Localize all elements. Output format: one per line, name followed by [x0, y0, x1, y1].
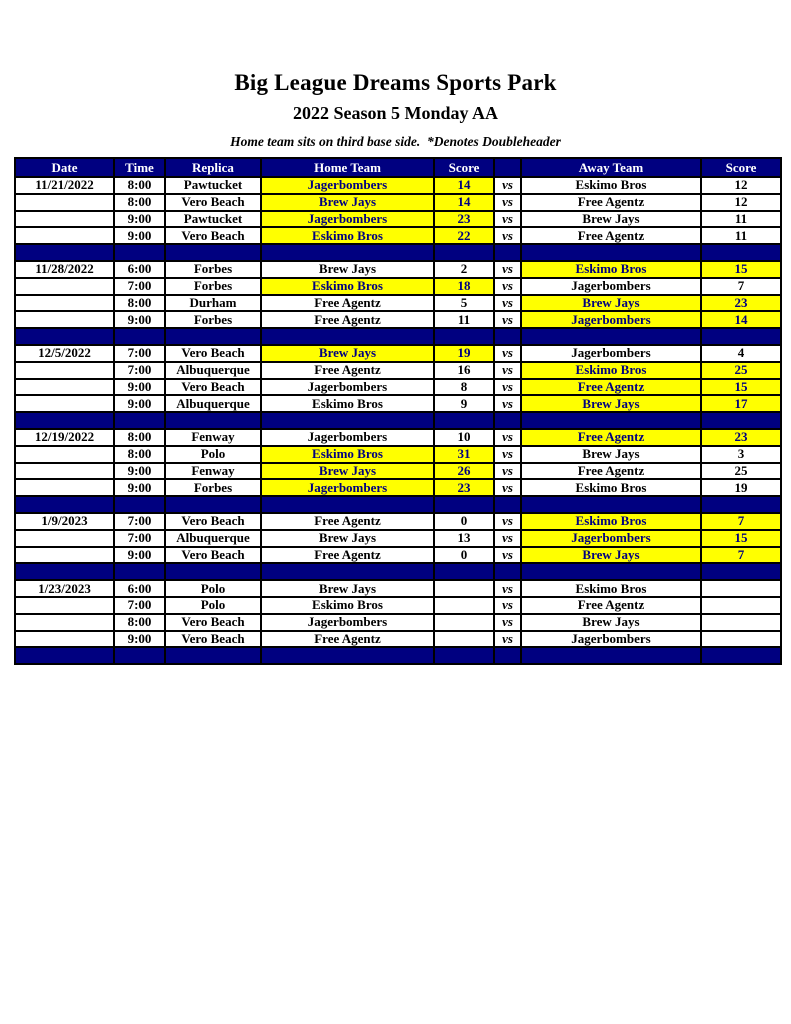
- page-title: Big League Dreams Sports Park: [234, 70, 557, 95]
- separator-cell: [494, 496, 521, 513]
- replica-cell: Vero Beach: [165, 345, 261, 362]
- vs-cell: vs: [494, 194, 521, 211]
- replica-cell: Forbes: [165, 311, 261, 328]
- date-cell: [15, 395, 114, 412]
- time-cell: 9:00: [114, 395, 165, 412]
- page-subtitle: 2022 Season 5 Monday AA: [292, 103, 499, 123]
- replica-cell: Albuquerque: [165, 362, 261, 379]
- separator-cell: [521, 328, 701, 345]
- replica-cell: Vero Beach: [165, 513, 261, 530]
- home-team-cell: Brew Jays: [261, 194, 434, 211]
- home-team-cell: Brew Jays: [261, 345, 434, 362]
- time-cell: 7:00: [114, 530, 165, 547]
- date-cell: [15, 530, 114, 547]
- vs-cell: vs: [494, 311, 521, 328]
- time-cell: 8:00: [114, 429, 165, 446]
- home-team-cell: Free Agentz: [261, 631, 434, 648]
- separator-cell: [114, 496, 165, 513]
- home-score-cell: 14: [434, 194, 494, 211]
- away-score-cell: 25: [701, 463, 781, 480]
- away-score-cell: 7: [701, 278, 781, 295]
- home-team-cell: Free Agentz: [261, 513, 434, 530]
- home-score-cell: 10: [434, 429, 494, 446]
- date-cell: [15, 194, 114, 211]
- separator-cell: [165, 496, 261, 513]
- away-score-cell: 15: [701, 261, 781, 278]
- separator-cell: [261, 647, 434, 664]
- time-cell: 7:00: [114, 362, 165, 379]
- separator-cell: [15, 647, 114, 664]
- separator-cell: [494, 244, 521, 261]
- home-score-cell: 26: [434, 463, 494, 480]
- time-cell: 9:00: [114, 479, 165, 496]
- home-score-cell: 16: [434, 362, 494, 379]
- replica-cell: Fenway: [165, 463, 261, 480]
- home-score-cell: [434, 597, 494, 614]
- home-team-cell: Free Agentz: [261, 311, 434, 328]
- vs-cell: vs: [494, 631, 521, 648]
- time-cell: 8:00: [114, 614, 165, 631]
- separator-cell: [701, 328, 781, 345]
- col-header-home-score: Score: [434, 158, 494, 177]
- replica-cell: Vero Beach: [165, 227, 261, 244]
- away-team-cell: Brew Jays: [521, 614, 701, 631]
- home-score-cell: 9: [434, 395, 494, 412]
- game-row: [15, 614, 781, 631]
- separator-cell: [165, 647, 261, 664]
- time-cell: 9:00: [114, 631, 165, 648]
- away-team-cell: Jagerbombers: [521, 631, 701, 648]
- vs-cell: vs: [494, 614, 521, 631]
- away-team-cell: Brew Jays: [521, 295, 701, 312]
- away-team-cell: Eskimo Bros: [521, 177, 701, 194]
- separator-cell: [701, 412, 781, 429]
- home-score-cell: 23: [434, 211, 494, 228]
- date-cell: [15, 463, 114, 480]
- away-score-cell: 4: [701, 345, 781, 362]
- home-score-cell: 23: [434, 479, 494, 496]
- col-header-time: Time: [114, 158, 165, 177]
- away-team-cell: Eskimo Bros: [521, 580, 701, 597]
- separator-cell: [261, 496, 434, 513]
- home-team-cell: Eskimo Bros: [261, 395, 434, 412]
- vs-cell: vs: [494, 278, 521, 295]
- col-header-date: Date: [15, 158, 114, 177]
- separator-cell: [701, 647, 781, 664]
- time-cell: 9:00: [114, 227, 165, 244]
- game-row: [15, 597, 781, 614]
- separator-cell: [494, 647, 521, 664]
- separator-cell: [15, 496, 114, 513]
- separator-row: [15, 328, 781, 345]
- home-score-cell: 18: [434, 278, 494, 295]
- replica-cell: Polo: [165, 597, 261, 614]
- away-score-cell: 3: [701, 446, 781, 463]
- away-team-cell: Jagerbombers: [521, 311, 701, 328]
- away-score-cell: 17: [701, 395, 781, 412]
- game-row: [15, 446, 781, 463]
- separator-row: [15, 563, 781, 580]
- home-team-cell: Jagerbombers: [261, 429, 434, 446]
- vs-cell: vs: [494, 597, 521, 614]
- separator-cell: [15, 328, 114, 345]
- game-row: [15, 345, 781, 362]
- away-team-cell: Free Agentz: [521, 227, 701, 244]
- date-cell: [15, 446, 114, 463]
- game-row: [15, 429, 781, 446]
- game-row: [15, 211, 781, 228]
- home-team-cell: Jagerbombers: [261, 379, 434, 396]
- vs-cell: vs: [494, 211, 521, 228]
- away-team-cell: Brew Jays: [521, 211, 701, 228]
- replica-cell: Forbes: [165, 261, 261, 278]
- time-cell: 8:00: [114, 446, 165, 463]
- time-cell: 8:00: [114, 295, 165, 312]
- away-team-cell: Eskimo Bros: [521, 513, 701, 530]
- separator-cell: [521, 412, 701, 429]
- game-row: [15, 379, 781, 396]
- date-cell: [15, 295, 114, 312]
- time-cell: 8:00: [114, 177, 165, 194]
- home-team-cell: Free Agentz: [261, 295, 434, 312]
- away-score-cell: [701, 631, 781, 648]
- away-score-cell: 15: [701, 379, 781, 396]
- separator-cell: [15, 412, 114, 429]
- separator-cell: [434, 328, 494, 345]
- separator-cell: [165, 563, 261, 580]
- away-team-cell: Free Agentz: [521, 194, 701, 211]
- separator-cell: [434, 647, 494, 664]
- vs-cell: vs: [494, 479, 521, 496]
- away-team-cell: Eskimo Bros: [521, 479, 701, 496]
- away-team-cell: Eskimo Bros: [521, 261, 701, 278]
- away-score-cell: [701, 614, 781, 631]
- home-score-cell: 19: [434, 345, 494, 362]
- col-header-replica: Replica: [165, 158, 261, 177]
- game-row: [15, 295, 781, 312]
- time-cell: 9:00: [114, 463, 165, 480]
- date-cell: [15, 362, 114, 379]
- separator-cell: [494, 412, 521, 429]
- time-cell: 9:00: [114, 311, 165, 328]
- page-note: Home team sits on third base side. *Denotes Doubleheader: [230, 134, 561, 149]
- col-header-home-team: Home Team: [261, 158, 434, 177]
- separator-cell: [165, 328, 261, 345]
- away-team-cell: Brew Jays: [521, 446, 701, 463]
- away-team-cell: Free Agentz: [521, 597, 701, 614]
- vs-cell: vs: [494, 547, 521, 564]
- separator-cell: [701, 496, 781, 513]
- date-cell: [15, 311, 114, 328]
- date-cell: 1/23/2023: [15, 580, 114, 597]
- replica-cell: Forbes: [165, 479, 261, 496]
- home-score-cell: 8: [434, 379, 494, 396]
- game-row: [15, 547, 781, 564]
- time-cell: 7:00: [114, 513, 165, 530]
- home-score-cell: 0: [434, 513, 494, 530]
- game-row: [15, 395, 781, 412]
- replica-cell: Polo: [165, 446, 261, 463]
- separator-cell: [701, 563, 781, 580]
- game-row: [15, 362, 781, 379]
- date-cell: [15, 278, 114, 295]
- header-row: [15, 158, 781, 177]
- away-team-cell: Free Agentz: [521, 429, 701, 446]
- replica-cell: Vero Beach: [165, 614, 261, 631]
- home-team-cell: Jagerbombers: [261, 177, 434, 194]
- game-row: [15, 463, 781, 480]
- game-row: [15, 631, 781, 648]
- vs-cell: vs: [494, 429, 521, 446]
- home-score-cell: 5: [434, 295, 494, 312]
- home-team-cell: Jagerbombers: [261, 211, 434, 228]
- date-cell: 11/21/2022: [15, 177, 114, 194]
- home-team-cell: Eskimo Bros: [261, 446, 434, 463]
- separator-cell: [114, 563, 165, 580]
- away-score-cell: 25: [701, 362, 781, 379]
- separator-cell: [521, 496, 701, 513]
- separator-row: [15, 647, 781, 664]
- home-score-cell: 13: [434, 530, 494, 547]
- separator-cell: [114, 328, 165, 345]
- separator-row: [15, 412, 781, 429]
- separator-cell: [701, 244, 781, 261]
- home-team-cell: Jagerbombers: [261, 614, 434, 631]
- schedule-body: [15, 177, 781, 664]
- away-score-cell: 15: [701, 530, 781, 547]
- separator-cell: [261, 244, 434, 261]
- replica-cell: Vero Beach: [165, 631, 261, 648]
- vs-cell: vs: [494, 177, 521, 194]
- date-cell: [15, 631, 114, 648]
- away-score-cell: 12: [701, 177, 781, 194]
- vs-cell: vs: [494, 227, 521, 244]
- away-score-cell: 7: [701, 547, 781, 564]
- date-cell: 1/9/2023: [15, 513, 114, 530]
- replica-cell: Albuquerque: [165, 530, 261, 547]
- separator-cell: [434, 496, 494, 513]
- date-cell: [15, 479, 114, 496]
- date-cell: [15, 597, 114, 614]
- home-score-cell: 31: [434, 446, 494, 463]
- vs-cell: vs: [494, 345, 521, 362]
- replica-cell: Fenway: [165, 429, 261, 446]
- home-team-cell: Brew Jays: [261, 580, 434, 597]
- date-cell: 12/19/2022: [15, 429, 114, 446]
- away-team-cell: Free Agentz: [521, 379, 701, 396]
- away-team-cell: Eskimo Bros: [521, 362, 701, 379]
- vs-cell: vs: [494, 379, 521, 396]
- page-header: [0, 0, 791, 150]
- separator-cell: [521, 244, 701, 261]
- separator-cell: [15, 244, 114, 261]
- away-team-cell: Free Agentz: [521, 463, 701, 480]
- separator-row: [15, 496, 781, 513]
- date-cell: [15, 379, 114, 396]
- time-cell: 8:00: [114, 194, 165, 211]
- separator-cell: [434, 563, 494, 580]
- date-cell: [15, 227, 114, 244]
- date-cell: [15, 211, 114, 228]
- home-score-cell: 14: [434, 177, 494, 194]
- time-cell: 6:00: [114, 261, 165, 278]
- separator-cell: [261, 563, 434, 580]
- away-score-cell: [701, 580, 781, 597]
- home-score-cell: 2: [434, 261, 494, 278]
- schedule-table: [14, 157, 782, 665]
- game-row: [15, 479, 781, 496]
- time-cell: 9:00: [114, 379, 165, 396]
- time-cell: 7:00: [114, 278, 165, 295]
- separator-cell: [114, 647, 165, 664]
- separator-cell: [261, 412, 434, 429]
- away-score-cell: 12: [701, 194, 781, 211]
- separator-cell: [494, 328, 521, 345]
- home-team-cell: Free Agentz: [261, 547, 434, 564]
- home-score-cell: [434, 580, 494, 597]
- replica-cell: Vero Beach: [165, 194, 261, 211]
- away-score-cell: 23: [701, 295, 781, 312]
- home-team-cell: Free Agentz: [261, 362, 434, 379]
- vs-cell: vs: [494, 463, 521, 480]
- home-team-cell: Brew Jays: [261, 261, 434, 278]
- vs-cell: vs: [494, 513, 521, 530]
- date-cell: [15, 614, 114, 631]
- home-score-cell: [434, 631, 494, 648]
- date-cell: 12/5/2022: [15, 345, 114, 362]
- replica-cell: Vero Beach: [165, 547, 261, 564]
- away-team-cell: Brew Jays: [521, 395, 701, 412]
- home-score-cell: 22: [434, 227, 494, 244]
- vs-cell: vs: [494, 295, 521, 312]
- away-team-cell: Jagerbombers: [521, 278, 701, 295]
- home-team-cell: Brew Jays: [261, 463, 434, 480]
- game-row: [15, 513, 781, 530]
- date-cell: [15, 547, 114, 564]
- separator-cell: [15, 563, 114, 580]
- game-row: [15, 261, 781, 278]
- replica-cell: Pawtucket: [165, 211, 261, 228]
- separator-cell: [114, 412, 165, 429]
- separator-cell: [434, 244, 494, 261]
- separator-cell: [114, 244, 165, 261]
- replica-cell: Pawtucket: [165, 177, 261, 194]
- home-team-cell: Eskimo Bros: [261, 227, 434, 244]
- home-team-cell: Jagerbombers: [261, 479, 434, 496]
- away-score-cell: 14: [701, 311, 781, 328]
- home-score-cell: 11: [434, 311, 494, 328]
- replica-cell: Polo: [165, 580, 261, 597]
- separator-cell: [261, 328, 434, 345]
- away-score-cell: 7: [701, 513, 781, 530]
- separator-row: [15, 244, 781, 261]
- replica-cell: Durham: [165, 295, 261, 312]
- separator-cell: [521, 647, 701, 664]
- time-cell: 7:00: [114, 345, 165, 362]
- col-header-vs: [494, 158, 521, 177]
- time-cell: 9:00: [114, 211, 165, 228]
- away-team-cell: Jagerbombers: [521, 530, 701, 547]
- game-row: [15, 580, 781, 597]
- home-team-cell: Eskimo Bros: [261, 278, 434, 295]
- vs-cell: vs: [494, 530, 521, 547]
- separator-cell: [521, 563, 701, 580]
- replica-cell: Albuquerque: [165, 395, 261, 412]
- date-cell: 11/28/2022: [15, 261, 114, 278]
- home-team-cell: Brew Jays: [261, 530, 434, 547]
- separator-cell: [494, 563, 521, 580]
- game-row: [15, 311, 781, 328]
- time-cell: 9:00: [114, 547, 165, 564]
- away-score-cell: 11: [701, 211, 781, 228]
- vs-cell: vs: [494, 446, 521, 463]
- col-header-away-score: Score: [701, 158, 781, 177]
- replica-cell: Forbes: [165, 278, 261, 295]
- away-score-cell: [701, 597, 781, 614]
- away-score-cell: 11: [701, 227, 781, 244]
- game-row: [15, 194, 781, 211]
- separator-cell: [165, 412, 261, 429]
- game-row: [15, 278, 781, 295]
- game-row: [15, 530, 781, 547]
- col-header-away-team: Away Team: [521, 158, 701, 177]
- away-score-cell: 23: [701, 429, 781, 446]
- vs-cell: vs: [494, 580, 521, 597]
- vs-cell: vs: [494, 395, 521, 412]
- away-team-cell: Brew Jays: [521, 547, 701, 564]
- home-team-cell: Eskimo Bros: [261, 597, 434, 614]
- time-cell: 7:00: [114, 597, 165, 614]
- game-row: [15, 227, 781, 244]
- home-score-cell: [434, 614, 494, 631]
- home-score-cell: 0: [434, 547, 494, 564]
- vs-cell: vs: [494, 261, 521, 278]
- vs-cell: vs: [494, 362, 521, 379]
- game-row: [15, 177, 781, 194]
- replica-cell: Vero Beach: [165, 379, 261, 396]
- separator-cell: [165, 244, 261, 261]
- away-score-cell: 19: [701, 479, 781, 496]
- away-team-cell: Jagerbombers: [521, 345, 701, 362]
- separator-cell: [434, 412, 494, 429]
- time-cell: 6:00: [114, 580, 165, 597]
